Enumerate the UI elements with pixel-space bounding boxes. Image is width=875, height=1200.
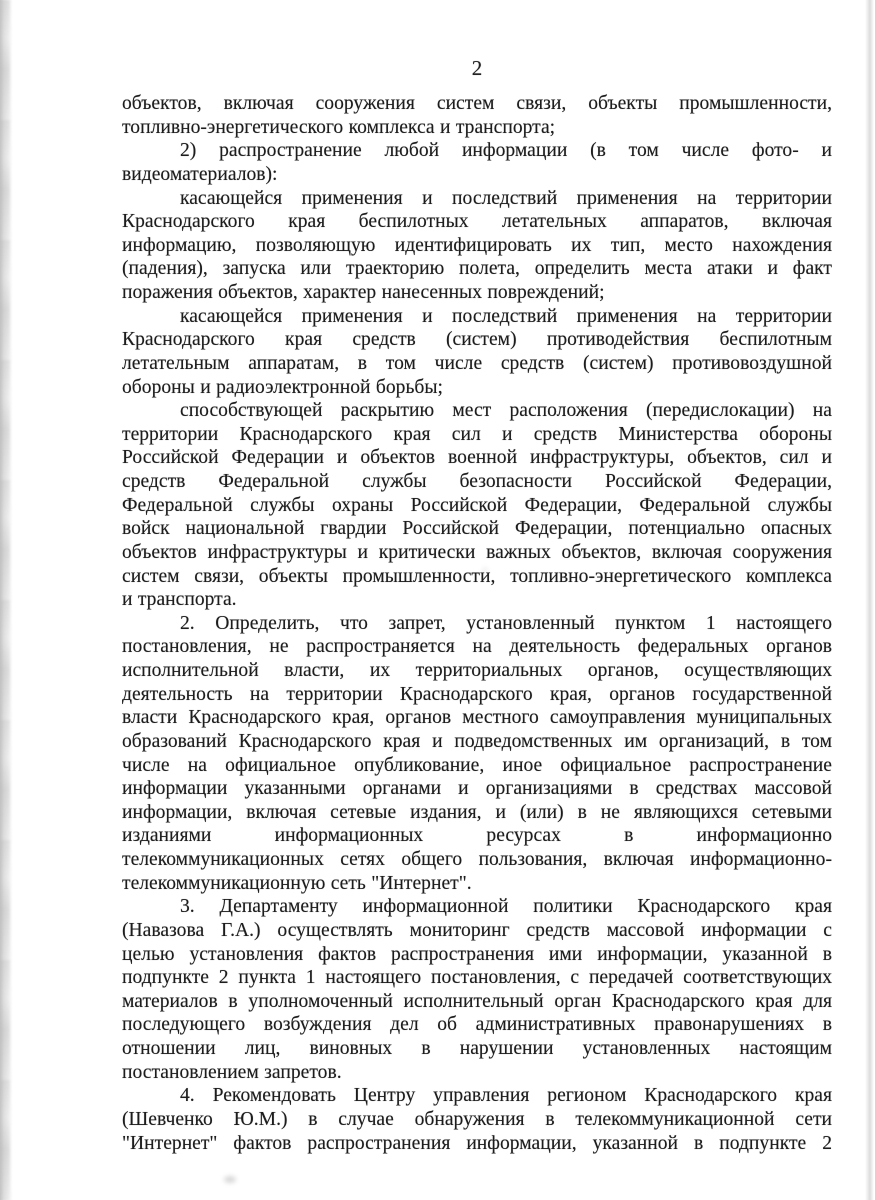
text-line: отношении лиц, виновных в нарушении установленных настоящим [122,1038,832,1059]
text-line: (падения), запуска или траекторию полета, определить места атаки и факт [122,258,832,280]
paragraph [122,895,832,1084]
paragraph [122,1084,832,1155]
text-line: числе на официальное опубликование, иное официальное распространение [122,754,832,776]
text-line: исполнительной власти, их территориальных органов, осуществляющих [122,660,832,681]
text-line: "Интернет" фактов распространения информации, указанной в подпункте 2 [122,1132,832,1154]
paragraph [122,399,832,612]
text-line: Краснодарского края средств (систем) противодействия беспилотным [122,329,832,351]
text-line: средств Федеральной службы безопасности Российской Федерации, [122,471,832,492]
paragraph [122,139,832,186]
text-line: информации, включая сетевые издания, и (или) в не являющихся сетевыми [122,801,832,823]
text-line: способствующей раскрытию мест расположения (передислокации) на [180,400,832,422]
paragraph [122,305,832,400]
text-line: последующего возбуждения дел об административных правонарушениях в [122,1014,832,1036]
text-line: материалов в уполномоченный исполнительный орган Краснодарского края для [122,990,832,1012]
text-line: деятельность на территории Краснодарского края, органов государственной [122,683,832,705]
page-number: 2 [471,56,483,80]
text-line: (Навазова Г.А.) осуществлять мониторинг средств массовой информации с [122,919,832,941]
text-line: 2) распространение любой информации (в том числе фото- и [180,140,832,162]
text-line: войск национальной гвардии Российской Федерации, потенциально опасных [122,518,832,540]
text-line: систем связи, объекты промышленности, топливно-энергетического комплекса [122,565,832,587]
text-line: целью установления фактов распространения ими информации, указанной в [122,943,832,965]
scan-smudge [224,1176,236,1183]
text-line: 3. Департаменту информационной политики Краснодарского края [180,896,832,918]
text-line: и транспорта. [122,589,237,611]
text-line: объектов инфраструктуры и критически важных объектов, включая сооружения [122,541,832,563]
text-line: телекоммуникационных сетях общего пользования, включая информационно- [122,849,832,870]
text-line: изданиями информационных ресурсах в информационно [122,825,832,847]
text-line: постановлением запретов. [122,1061,342,1083]
paragraph [122,187,832,305]
text-line: Российской Федерации и объектов военной инфраструктуры, объектов, сил и [122,447,832,469]
text-line: поражения объектов, характер нанесенных повреждений; [122,282,605,303]
text-line: телекоммуникационную сеть "Интернет". [122,872,472,894]
text-line: топливно-энергетического комплекса и транспорта; [122,116,556,138]
paragraph [122,92,832,139]
text-line: (Шевченко Ю.М.) в случае обнаружения в телекоммуникационной сети [122,1108,832,1130]
text-line: образований Краснодарского края и подведомственных им организаций, в том [122,730,832,752]
scan-edge-right [865,0,874,1200]
text-line: объектов, включая сооружения систем связи, объекты промышленности, [122,93,832,114]
text-line: постановления, не распространяется на деятельность федеральных органов [122,636,832,658]
document-body [122,92,832,1155]
text-line: обороны и радиоэлектронной борьбы; [122,376,443,398]
text-line: 2. Определить, что запрет, установленный пунктом 1 настоящего [180,612,832,634]
text-line: территории Краснодарского края сил и средств Министерства обороны [122,423,832,445]
text-line: Федеральной службы охраны Российской Федерации, Федеральной службы [122,494,832,516]
text-line: видеоматериалов): [122,163,278,185]
scan-edge-left-shading [0,0,10,1200]
paragraph [122,612,832,896]
text-line: власти Краснодарского края, органов местного самоуправления муниципальных [122,707,832,729]
text-line: информации указанными органами и организациями в средствах массовой [122,778,832,800]
text-line: касающейся применения и последствий применения на территории [180,305,832,327]
text-line: Краснодарского края беспилотных летательных аппаратов, включая [122,211,832,233]
text-line: подпункте 2 пункта 1 настоящего постановления, с передачей соответствующих [122,967,832,989]
text-line: информацию, позволяющую идентифицировать их тип, место нахождения [122,234,832,256]
text-line: 4. Рекомендовать Центру управления регионом Краснодарского края [180,1085,832,1107]
text-line: касающейся применения и последствий применения на территории [180,187,832,209]
text-line: летательным аппаратам, в том числе средств (систем) противовоздушной [122,352,832,374]
